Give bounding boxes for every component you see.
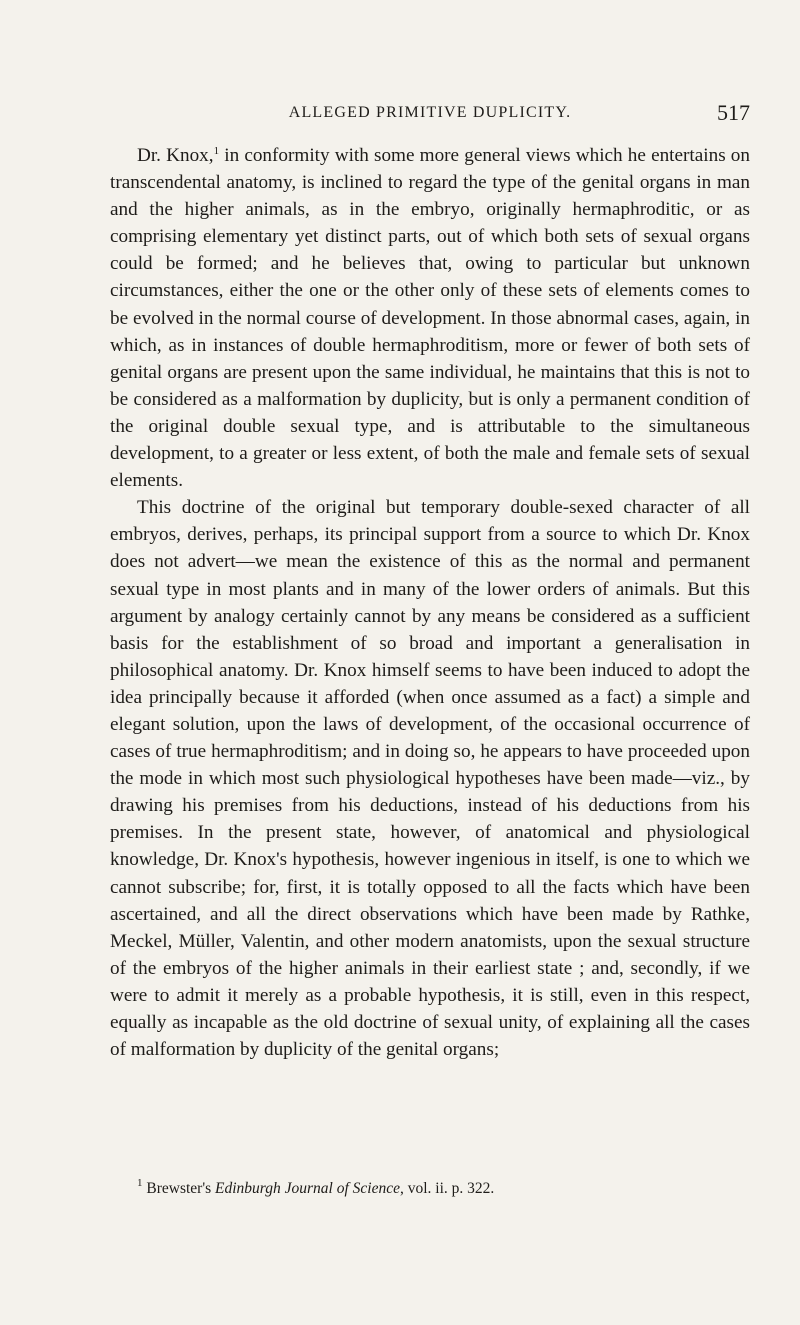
paragraph-1: [110, 142, 750, 494]
footnote-prefix: Brewster's: [142, 1180, 216, 1197]
page-number: 517: [717, 100, 750, 125]
footnote-marker: 1: [137, 1177, 143, 1189]
footnote-journal-title: Edinburgh Journal of Science: [215, 1180, 400, 1197]
footnote-suffix: , vol. ii. p. 322.: [400, 1180, 495, 1197]
footnote: [110, 1177, 750, 1198]
paragraph-1-start: Dr. Knox,: [137, 145, 214, 166]
paragraph-2: This doctrine of the original but temporary double-sexed character of all embryos, derives, perhaps, its principal support from a source to which Dr. Knox does not advert—we mean the existence of this as the normal and permanent sexual type in most plants and in many of the lower orders of animals. But this argument by analogy certainly cannot by any means be considered as a sufficient basis for the establishment of so broad and important a generalisation in philosophical anatomy. Dr. Knox himself seems to have been induced to adopt the idea principally because it afforded (when once assumed as a fact) a simple and elegant solution, upon the laws of development, of the occasional occurrence of cases of true hermaphroditism; and in doing so, he appears to have proceeded upon the mode in which most such physiological hypotheses have been made—viz., by drawing his premises from his deductions, instead of his deductions from his premises. In the present state, however, of anatomical and physiological knowledge, Dr. Knox's hypothesis, however ingenious in itself, is one to which we cannot subscribe; for, first, it is totally opposed to all the facts which have been ascertained, and all the direct observations which have been made by Rathke, Meckel, Müller, Valentin, and other modern anatomists, upon the sexual structure of the embryos of the higher animals in their earliest state ; and, secondly, if we were to admit it merely as a probable hypothesis, it is still, even in this respect, equally as incapable as the old doctrine of sexual unity, of explaining all the cases of malformation by duplicity of the genital organs;: [110, 497, 750, 1061]
footnote-reference: 1: [213, 145, 220, 157]
page-header: [110, 100, 750, 130]
running-head: ALLEGED PRIMITIVE DUPLICITY.: [288, 104, 572, 121]
paragraph-1-rest: in conformity with some more general views which he entertains on transcendental anatomy, is inclined to regard the type of the genital organs in man and the higher animals, as in the embryo, originally hermaphroditic, or as comprising elementary yet distinct parts, out of which both sets of sexual organs could be formed; and he believes that, owing to particular but unknown circumstances, either the one or the other only of these sets of elements comes to be evolved in the normal course of development. In those abnormal cases, again, in which, as in instances of double hermaphroditism, more or fewer of both sets of genital organs are present upon the same individual, he maintains that this is not to be considered as a malformation by duplicity, but is only a permanent condition of the original double sexual type, and is attributable to the simultaneous development, to a greater or less extent, of both the male and female sets of sexual elements.: [110, 145, 750, 492]
body-text: [110, 142, 750, 1063]
